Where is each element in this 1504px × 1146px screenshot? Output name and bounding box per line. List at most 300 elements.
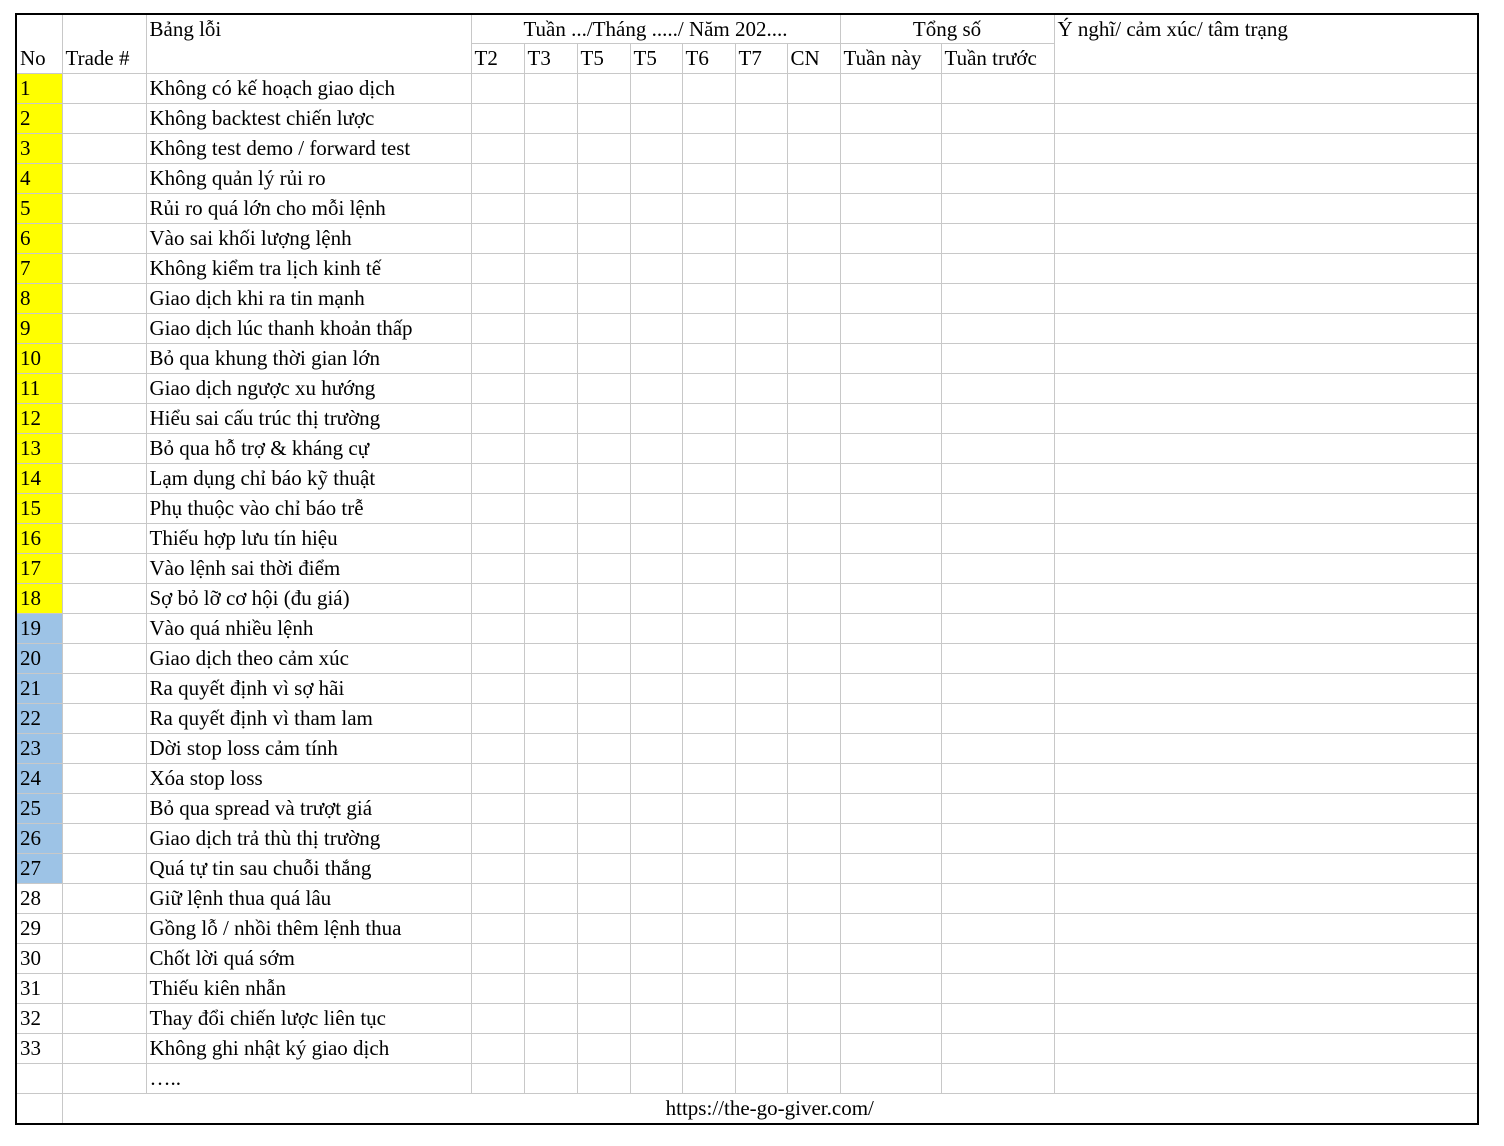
day-count-cell[interactable] bbox=[682, 224, 735, 254]
day-count-cell[interactable] bbox=[787, 1004, 840, 1034]
day-count-cell[interactable] bbox=[630, 764, 682, 794]
day-count-cell[interactable] bbox=[471, 764, 524, 794]
this-week-total-cell[interactable] bbox=[840, 254, 941, 284]
row-number-cell[interactable]: 1 bbox=[16, 74, 62, 104]
trade-cell[interactable] bbox=[62, 764, 146, 794]
this-week-total-cell[interactable] bbox=[840, 194, 941, 224]
day-count-cell[interactable] bbox=[735, 164, 787, 194]
day-count-cell[interactable] bbox=[735, 254, 787, 284]
trade-cell[interactable] bbox=[62, 674, 146, 704]
meaning-cell[interactable] bbox=[1054, 764, 1478, 794]
day-count-cell[interactable] bbox=[524, 584, 577, 614]
day-count-cell[interactable] bbox=[630, 974, 682, 1004]
trade-cell[interactable] bbox=[62, 1064, 146, 1094]
day-count-cell[interactable] bbox=[682, 74, 735, 104]
day-count-cell[interactable] bbox=[524, 794, 577, 824]
day-count-cell[interactable] bbox=[577, 1034, 630, 1064]
day-count-cell[interactable] bbox=[524, 494, 577, 524]
meaning-cell[interactable] bbox=[1054, 614, 1478, 644]
day-count-cell[interactable] bbox=[787, 374, 840, 404]
this-week-total-cell[interactable] bbox=[840, 134, 941, 164]
day-count-cell[interactable] bbox=[630, 1004, 682, 1034]
last-week-total-cell[interactable] bbox=[941, 944, 1054, 974]
day-count-cell[interactable] bbox=[471, 464, 524, 494]
day-count-cell[interactable] bbox=[787, 794, 840, 824]
this-week-total-cell[interactable] bbox=[840, 584, 941, 614]
day-count-cell[interactable] bbox=[735, 374, 787, 404]
day-count-cell[interactable] bbox=[524, 974, 577, 1004]
day-count-cell[interactable] bbox=[524, 314, 577, 344]
last-week-total-cell[interactable] bbox=[941, 104, 1054, 134]
day-header[interactable]: T5 bbox=[577, 44, 630, 74]
day-count-cell[interactable] bbox=[682, 554, 735, 584]
trade-cell[interactable] bbox=[62, 434, 146, 464]
day-count-cell[interactable] bbox=[787, 224, 840, 254]
day-count-cell[interactable] bbox=[524, 164, 577, 194]
day-count-cell[interactable] bbox=[577, 1064, 630, 1094]
day-count-cell[interactable] bbox=[524, 1064, 577, 1094]
day-count-cell[interactable] bbox=[682, 794, 735, 824]
trade-cell[interactable] bbox=[62, 524, 146, 554]
day-header[interactable]: T5 bbox=[630, 44, 682, 74]
error-description-cell[interactable]: Ra quyết định vì sợ hãi bbox=[146, 674, 471, 704]
row-number-cell[interactable]: 27 bbox=[16, 854, 62, 884]
day-count-cell[interactable] bbox=[577, 1004, 630, 1034]
row-number-cell[interactable]: 18 bbox=[16, 584, 62, 614]
day-count-cell[interactable] bbox=[787, 764, 840, 794]
day-count-cell[interactable] bbox=[682, 884, 735, 914]
day-count-cell[interactable] bbox=[787, 974, 840, 1004]
error-description-cell[interactable]: Bỏ qua hỗ trợ & kháng cự bbox=[146, 434, 471, 464]
meaning-cell[interactable] bbox=[1054, 464, 1478, 494]
day-count-cell[interactable] bbox=[630, 824, 682, 854]
day-count-cell[interactable] bbox=[577, 974, 630, 1004]
error-description-cell[interactable]: Vào sai khối lượng lệnh bbox=[146, 224, 471, 254]
meaning-cell[interactable] bbox=[1054, 794, 1478, 824]
this-week-total-cell[interactable] bbox=[840, 374, 941, 404]
day-count-cell[interactable] bbox=[630, 254, 682, 284]
day-count-cell[interactable] bbox=[471, 674, 524, 704]
day-header[interactable]: T3 bbox=[524, 44, 577, 74]
day-count-cell[interactable] bbox=[787, 914, 840, 944]
day-count-cell[interactable] bbox=[577, 254, 630, 284]
error-description-cell[interactable]: Không test demo / forward test bbox=[146, 134, 471, 164]
row-number-cell[interactable]: 4 bbox=[16, 164, 62, 194]
day-count-cell[interactable] bbox=[577, 434, 630, 464]
row-number-cell[interactable]: 30 bbox=[16, 944, 62, 974]
day-count-cell[interactable] bbox=[787, 524, 840, 554]
trade-cell[interactable] bbox=[62, 734, 146, 764]
last-week-total-cell[interactable] bbox=[941, 314, 1054, 344]
footer-url[interactable]: https://the-go-giver.com/ bbox=[62, 1094, 1478, 1125]
day-count-cell[interactable] bbox=[577, 824, 630, 854]
day-count-cell[interactable] bbox=[577, 584, 630, 614]
meaning-cell[interactable] bbox=[1054, 284, 1478, 314]
day-count-cell[interactable] bbox=[787, 494, 840, 524]
day-count-cell[interactable] bbox=[682, 944, 735, 974]
day-count-cell[interactable] bbox=[471, 164, 524, 194]
this-week-total-cell[interactable] bbox=[840, 314, 941, 344]
error-description-cell[interactable]: Giao dịch khi ra tin mạnh bbox=[146, 284, 471, 314]
meaning-cell[interactable] bbox=[1054, 914, 1478, 944]
day-count-cell[interactable] bbox=[471, 104, 524, 134]
last-week-total-cell[interactable] bbox=[941, 284, 1054, 314]
this-week-total-cell[interactable] bbox=[840, 494, 941, 524]
row-number-cell[interactable]: 3 bbox=[16, 134, 62, 164]
meaning-header[interactable]: Ý nghĩ/ cảm xúc/ tâm trạng bbox=[1054, 14, 1478, 44]
day-count-cell[interactable] bbox=[524, 884, 577, 914]
meaning-cell[interactable] bbox=[1054, 434, 1478, 464]
last-week-total-cell[interactable] bbox=[941, 434, 1054, 464]
day-count-cell[interactable] bbox=[682, 404, 735, 434]
day-count-cell[interactable] bbox=[682, 194, 735, 224]
day-count-cell[interactable] bbox=[787, 404, 840, 434]
day-count-cell[interactable] bbox=[735, 284, 787, 314]
day-count-cell[interactable] bbox=[630, 314, 682, 344]
error-description-cell[interactable]: Giao dịch lúc thanh khoản thấp bbox=[146, 314, 471, 344]
last-week-total-cell[interactable] bbox=[941, 134, 1054, 164]
day-count-cell[interactable] bbox=[630, 944, 682, 974]
day-count-cell[interactable] bbox=[524, 944, 577, 974]
day-count-cell[interactable] bbox=[471, 974, 524, 1004]
error-description-cell[interactable]: Giao dịch ngược xu hướng bbox=[146, 374, 471, 404]
row-number-cell[interactable]: 6 bbox=[16, 224, 62, 254]
trade-cell[interactable] bbox=[62, 464, 146, 494]
day-count-cell[interactable] bbox=[630, 164, 682, 194]
trade-cell[interactable] bbox=[62, 164, 146, 194]
error-description-cell[interactable]: Thiếu hợp lưu tín hiệu bbox=[146, 524, 471, 554]
meaning-header-blank[interactable] bbox=[1054, 44, 1478, 74]
day-count-cell[interactable] bbox=[577, 674, 630, 704]
trade-cell[interactable] bbox=[62, 584, 146, 614]
row-number-cell[interactable]: 19 bbox=[16, 614, 62, 644]
day-count-cell[interactable] bbox=[787, 824, 840, 854]
last-week-header[interactable]: Tuần trước bbox=[941, 44, 1054, 74]
day-count-cell[interactable] bbox=[630, 644, 682, 674]
error-description-cell[interactable]: Không kiểm tra lịch kinh tế bbox=[146, 254, 471, 284]
day-count-cell[interactable] bbox=[577, 614, 630, 644]
row-number-cell[interactable]: 5 bbox=[16, 194, 62, 224]
meaning-cell[interactable] bbox=[1054, 374, 1478, 404]
day-count-cell[interactable] bbox=[471, 194, 524, 224]
day-count-cell[interactable] bbox=[630, 854, 682, 884]
error-description-cell[interactable]: Rủi ro quá lớn cho mỗi lệnh bbox=[146, 194, 471, 224]
day-count-cell[interactable] bbox=[524, 914, 577, 944]
day-count-cell[interactable] bbox=[735, 914, 787, 944]
day-count-cell[interactable] bbox=[735, 494, 787, 524]
day-count-cell[interactable] bbox=[471, 314, 524, 344]
last-week-total-cell[interactable] bbox=[941, 374, 1054, 404]
day-count-cell[interactable] bbox=[471, 854, 524, 884]
day-count-cell[interactable] bbox=[787, 944, 840, 974]
trade-cell[interactable] bbox=[62, 854, 146, 884]
day-count-cell[interactable] bbox=[787, 254, 840, 284]
day-count-cell[interactable] bbox=[471, 404, 524, 434]
day-count-cell[interactable] bbox=[735, 854, 787, 884]
meaning-cell[interactable] bbox=[1054, 884, 1478, 914]
day-count-cell[interactable] bbox=[735, 434, 787, 464]
day-count-cell[interactable] bbox=[471, 704, 524, 734]
day-count-cell[interactable] bbox=[577, 224, 630, 254]
day-count-cell[interactable] bbox=[524, 704, 577, 734]
day-count-cell[interactable] bbox=[682, 1034, 735, 1064]
day-count-cell[interactable] bbox=[630, 674, 682, 704]
day-count-cell[interactable] bbox=[577, 524, 630, 554]
error-table-header[interactable]: Bảng lỗi bbox=[146, 14, 471, 44]
row-number-cell[interactable]: 21 bbox=[16, 674, 62, 704]
day-count-cell[interactable] bbox=[630, 884, 682, 914]
day-count-cell[interactable] bbox=[630, 1034, 682, 1064]
last-week-total-cell[interactable] bbox=[941, 854, 1054, 884]
last-week-total-cell[interactable] bbox=[941, 254, 1054, 284]
this-week-total-cell[interactable] bbox=[840, 914, 941, 944]
last-week-total-cell[interactable] bbox=[941, 494, 1054, 524]
meaning-cell[interactable] bbox=[1054, 194, 1478, 224]
day-count-cell[interactable] bbox=[577, 344, 630, 374]
day-count-cell[interactable] bbox=[735, 224, 787, 254]
this-week-total-cell[interactable] bbox=[840, 284, 941, 314]
error-description-cell[interactable]: Gồng lỗ / nhồi thêm lệnh thua bbox=[146, 914, 471, 944]
trade-cell[interactable] bbox=[62, 284, 146, 314]
this-week-total-cell[interactable] bbox=[840, 524, 941, 554]
day-count-cell[interactable] bbox=[682, 254, 735, 284]
error-description-cell[interactable]: Lạm dụng chỉ báo kỹ thuật bbox=[146, 464, 471, 494]
day-count-cell[interactable] bbox=[577, 74, 630, 104]
day-count-cell[interactable] bbox=[735, 554, 787, 584]
day-count-cell[interactable] bbox=[682, 284, 735, 314]
error-description-cell[interactable]: Không backtest chiến lược bbox=[146, 104, 471, 134]
day-count-cell[interactable] bbox=[524, 224, 577, 254]
last-week-total-cell[interactable] bbox=[941, 1034, 1054, 1064]
day-count-cell[interactable] bbox=[682, 704, 735, 734]
error-description-cell[interactable]: Không quản lý rủi ro bbox=[146, 164, 471, 194]
day-count-cell[interactable] bbox=[787, 674, 840, 704]
day-count-cell[interactable] bbox=[524, 824, 577, 854]
last-week-total-cell[interactable] bbox=[941, 554, 1054, 584]
day-count-cell[interactable] bbox=[577, 194, 630, 224]
no-header[interactable]: No bbox=[16, 44, 62, 74]
row-number-cell[interactable]: 17 bbox=[16, 554, 62, 584]
day-count-cell[interactable] bbox=[682, 1004, 735, 1034]
day-header[interactable]: T6 bbox=[682, 44, 735, 74]
day-count-cell[interactable] bbox=[577, 284, 630, 314]
day-count-cell[interactable] bbox=[471, 434, 524, 464]
day-count-cell[interactable] bbox=[735, 734, 787, 764]
this-week-total-cell[interactable] bbox=[840, 734, 941, 764]
day-count-cell[interactable] bbox=[787, 434, 840, 464]
day-count-cell[interactable] bbox=[471, 734, 524, 764]
meaning-cell[interactable] bbox=[1054, 854, 1478, 884]
day-count-cell[interactable] bbox=[524, 1004, 577, 1034]
day-count-cell[interactable] bbox=[577, 464, 630, 494]
this-week-total-cell[interactable] bbox=[840, 224, 941, 254]
day-count-cell[interactable] bbox=[471, 284, 524, 314]
day-count-cell[interactable] bbox=[630, 524, 682, 554]
meaning-cell[interactable] bbox=[1054, 824, 1478, 854]
day-count-cell[interactable] bbox=[735, 404, 787, 434]
day-count-cell[interactable] bbox=[735, 74, 787, 104]
error-description-cell[interactable]: Dời stop loss cảm tính bbox=[146, 734, 471, 764]
trade-cell[interactable] bbox=[62, 554, 146, 584]
day-count-cell[interactable] bbox=[735, 794, 787, 824]
day-count-cell[interactable] bbox=[787, 164, 840, 194]
day-count-cell[interactable] bbox=[471, 254, 524, 284]
day-count-cell[interactable] bbox=[630, 374, 682, 404]
meaning-cell[interactable] bbox=[1054, 524, 1478, 554]
footer-no-cell[interactable] bbox=[16, 1094, 62, 1125]
error-description-cell[interactable]: Thiếu kiên nhẫn bbox=[146, 974, 471, 1004]
day-count-cell[interactable] bbox=[682, 104, 735, 134]
day-count-cell[interactable] bbox=[524, 854, 577, 884]
day-count-cell[interactable] bbox=[577, 734, 630, 764]
trade-header[interactable]: Trade # bbox=[62, 44, 146, 74]
day-count-cell[interactable] bbox=[524, 734, 577, 764]
day-count-cell[interactable] bbox=[682, 824, 735, 854]
error-description-cell[interactable]: Xóa stop loss bbox=[146, 764, 471, 794]
day-count-cell[interactable] bbox=[471, 1064, 524, 1094]
day-count-cell[interactable] bbox=[577, 914, 630, 944]
day-count-cell[interactable] bbox=[524, 284, 577, 314]
this-week-total-cell[interactable] bbox=[840, 944, 941, 974]
day-count-cell[interactable] bbox=[524, 1034, 577, 1064]
day-count-cell[interactable] bbox=[630, 224, 682, 254]
error-description-cell[interactable]: Phụ thuộc vào chỉ báo trễ bbox=[146, 494, 471, 524]
meaning-cell[interactable] bbox=[1054, 674, 1478, 704]
day-count-cell[interactable] bbox=[735, 464, 787, 494]
trade-cell[interactable] bbox=[62, 1034, 146, 1064]
day-count-cell[interactable] bbox=[630, 434, 682, 464]
day-count-cell[interactable] bbox=[577, 944, 630, 974]
this-week-total-cell[interactable] bbox=[840, 644, 941, 674]
day-count-cell[interactable] bbox=[787, 464, 840, 494]
day-count-cell[interactable] bbox=[524, 134, 577, 164]
meaning-cell[interactable] bbox=[1054, 164, 1478, 194]
this-week-total-cell[interactable] bbox=[840, 794, 941, 824]
trade-cell[interactable] bbox=[62, 884, 146, 914]
meaning-cell[interactable] bbox=[1054, 254, 1478, 284]
error-description-cell[interactable]: Hiểu sai cấu trúc thị trường bbox=[146, 404, 471, 434]
meaning-cell[interactable] bbox=[1054, 74, 1478, 104]
last-week-total-cell[interactable] bbox=[941, 194, 1054, 224]
day-count-cell[interactable] bbox=[471, 824, 524, 854]
trade-cell[interactable] bbox=[62, 914, 146, 944]
this-week-total-cell[interactable] bbox=[840, 1004, 941, 1034]
row-number-cell[interactable]: 8 bbox=[16, 284, 62, 314]
error-description-cell[interactable]: Giao dịch trả thù thị trường bbox=[146, 824, 471, 854]
row-number-cell[interactable]: 32 bbox=[16, 1004, 62, 1034]
row-number-cell[interactable]: 25 bbox=[16, 794, 62, 824]
day-count-cell[interactable] bbox=[682, 344, 735, 374]
day-count-cell[interactable] bbox=[682, 314, 735, 344]
row-number-cell[interactable]: 7 bbox=[16, 254, 62, 284]
this-week-total-cell[interactable] bbox=[840, 464, 941, 494]
day-count-cell[interactable] bbox=[577, 134, 630, 164]
row-number-cell[interactable]: 31 bbox=[16, 974, 62, 1004]
trade-cell[interactable] bbox=[62, 944, 146, 974]
this-week-total-cell[interactable] bbox=[840, 674, 941, 704]
day-count-cell[interactable] bbox=[471, 584, 524, 614]
this-week-total-cell[interactable] bbox=[840, 854, 941, 884]
meaning-cell[interactable] bbox=[1054, 314, 1478, 344]
day-count-cell[interactable] bbox=[787, 1064, 840, 1094]
day-count-cell[interactable] bbox=[787, 854, 840, 884]
day-header[interactable]: CN bbox=[787, 44, 840, 74]
this-week-total-cell[interactable] bbox=[840, 554, 941, 584]
last-week-total-cell[interactable] bbox=[941, 674, 1054, 704]
day-count-cell[interactable] bbox=[735, 314, 787, 344]
error-description-cell[interactable]: Quá tự tin sau chuỗi thắng bbox=[146, 854, 471, 884]
day-count-cell[interactable] bbox=[524, 74, 577, 104]
last-week-total-cell[interactable] bbox=[941, 224, 1054, 254]
day-count-cell[interactable] bbox=[735, 614, 787, 644]
day-count-cell[interactable] bbox=[787, 344, 840, 374]
day-count-cell[interactable] bbox=[630, 74, 682, 104]
day-count-cell[interactable] bbox=[787, 554, 840, 584]
day-count-cell[interactable] bbox=[735, 764, 787, 794]
meaning-cell[interactable] bbox=[1054, 134, 1478, 164]
trade-cell[interactable] bbox=[62, 314, 146, 344]
day-count-cell[interactable] bbox=[577, 314, 630, 344]
error-description-cell[interactable]: ….. bbox=[146, 1064, 471, 1094]
day-count-cell[interactable] bbox=[735, 1064, 787, 1094]
error-description-cell[interactable]: Vào quá nhiều lệnh bbox=[146, 614, 471, 644]
this-week-header[interactable]: Tuần này bbox=[840, 44, 941, 74]
this-week-total-cell[interactable] bbox=[840, 824, 941, 854]
meaning-cell[interactable] bbox=[1054, 494, 1478, 524]
day-count-cell[interactable] bbox=[682, 464, 735, 494]
last-week-total-cell[interactable] bbox=[941, 824, 1054, 854]
day-count-cell[interactable] bbox=[735, 104, 787, 134]
day-count-cell[interactable] bbox=[787, 884, 840, 914]
this-week-total-cell[interactable] bbox=[840, 74, 941, 104]
day-count-cell[interactable] bbox=[524, 194, 577, 224]
row-number-cell[interactable]: 22 bbox=[16, 704, 62, 734]
day-count-cell[interactable] bbox=[524, 614, 577, 644]
day-count-cell[interactable] bbox=[787, 584, 840, 614]
day-count-cell[interactable] bbox=[524, 404, 577, 434]
day-count-cell[interactable] bbox=[577, 704, 630, 734]
last-week-total-cell[interactable] bbox=[941, 764, 1054, 794]
day-count-cell[interactable] bbox=[735, 884, 787, 914]
this-week-total-cell[interactable] bbox=[840, 104, 941, 134]
day-count-cell[interactable] bbox=[682, 974, 735, 1004]
day-count-cell[interactable] bbox=[630, 464, 682, 494]
day-count-cell[interactable] bbox=[630, 104, 682, 134]
last-week-total-cell[interactable] bbox=[941, 704, 1054, 734]
meaning-cell[interactable] bbox=[1054, 104, 1478, 134]
day-count-cell[interactable] bbox=[577, 764, 630, 794]
day-count-cell[interactable] bbox=[471, 494, 524, 524]
day-count-cell[interactable] bbox=[787, 104, 840, 134]
day-count-cell[interactable] bbox=[524, 464, 577, 494]
day-count-cell[interactable] bbox=[524, 254, 577, 284]
day-count-cell[interactable] bbox=[630, 344, 682, 374]
day-count-cell[interactable] bbox=[735, 824, 787, 854]
day-count-cell[interactable] bbox=[577, 494, 630, 524]
meaning-cell[interactable] bbox=[1054, 1034, 1478, 1064]
total-header[interactable]: Tổng số bbox=[840, 14, 1054, 44]
this-week-total-cell[interactable] bbox=[840, 974, 941, 1004]
day-count-cell[interactable] bbox=[471, 944, 524, 974]
day-count-cell[interactable] bbox=[524, 764, 577, 794]
day-count-cell[interactable] bbox=[787, 644, 840, 674]
day-header[interactable]: T2 bbox=[471, 44, 524, 74]
trade-cell[interactable] bbox=[62, 74, 146, 104]
day-count-cell[interactable] bbox=[577, 104, 630, 134]
day-count-cell[interactable] bbox=[471, 74, 524, 104]
day-count-cell[interactable] bbox=[682, 134, 735, 164]
day-count-cell[interactable] bbox=[735, 674, 787, 704]
